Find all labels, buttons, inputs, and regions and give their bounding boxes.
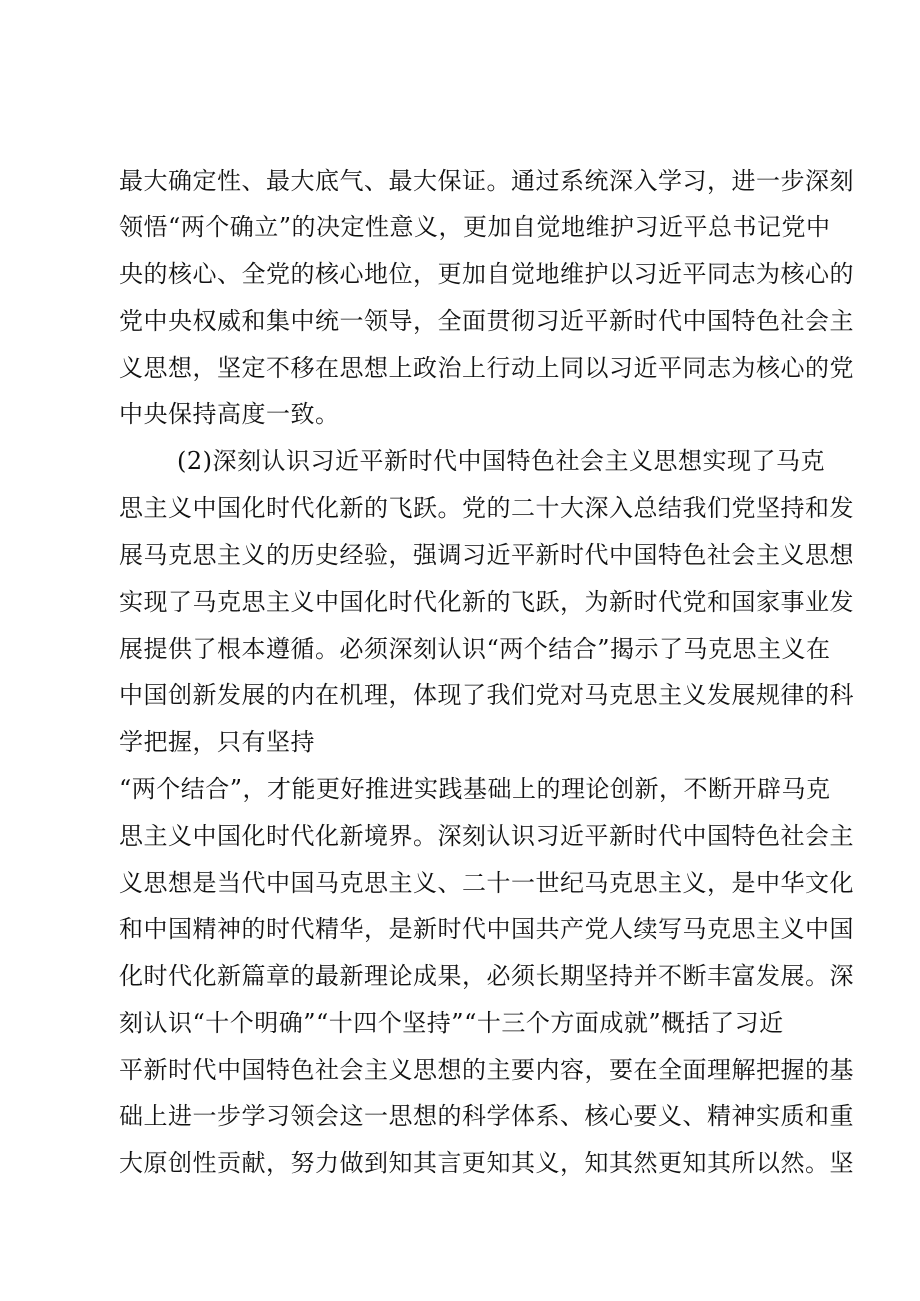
text-line-20: 平新时代中国特色社会主义思想的主要内容，要在全面理解把握的基 — [119, 1056, 854, 1084]
text-line-12: 中国创新发展的内在机理，体现了我们党对马克思主义发展规律的科 — [119, 681, 854, 709]
text-line-17: 和中国精神的时代精华，是新时代中国共产党人续写马克思主义中国 — [119, 915, 854, 943]
text-line-3: 央的核心、全党的核心地位，更加自觉地维护以习近平同志为核心的 — [119, 260, 854, 288]
text-line-10: 实现了马克思主义中国化时代化新的飞跃，为新时代党和国家事业发 — [119, 588, 854, 616]
text-line-6: 中央保持高度一致。 — [119, 400, 340, 428]
text-line-11: 展提供了根本遵循。必须深刻认识“两个结合”揭示了马克思主义在 — [119, 635, 831, 663]
text-line-8: 思主义中国化时代化新的飞跃。党的二十大深入总结我们党坚持和发 — [119, 494, 854, 522]
text-line-15: 思主义中国化时代化新境界。深刻认识习近平新时代中国特色社会主 — [119, 822, 854, 850]
text-line-4: 党中央权威和集中统一领导，全面贯彻习近平新时代中国特色社会主 — [119, 307, 854, 335]
text-line-14: “两个结合”，才能更好推进实践基础上的理论创新，不断开辟马克 — [119, 775, 831, 803]
text-line-5: 义思想，坚定不移在思想上政治上行动上同以习近平同志为核心的党 — [119, 354, 854, 382]
text-line-16: 义思想是当代中国马克思主义、二十一世纪马克思主义，是中华文化 — [119, 869, 854, 897]
text-line-2: 领悟“两个确立”的决定性意义，更加自觉地维护习近平总书记党中 — [119, 213, 831, 241]
text-line-7: (2)深刻认识习近平新时代中国特色社会主义思想实现了马克 — [177, 447, 825, 475]
text-line-13: 学把握，只有坚持 — [119, 728, 315, 756]
text-line-22: 大原创性贡献，努力做到知其言更知其义，知其然更知其所以然。坚 — [119, 1149, 854, 1177]
text-line-21: 础上进一步学习领会这一思想的科学体系、核心要义、精神实质和重 — [119, 1102, 854, 1130]
text-line-19: 刻认识“十个明确”“十四个坚持”“十三个方面成就”概括了习近 — [119, 1009, 784, 1037]
text-line-9: 展马克思主义的历史经验，强调习近平新时代中国特色社会主义思想 — [119, 541, 854, 569]
text-line-1: 最大确定性、最大底气、最大保证。通过系统深入学习，进一步深刻 — [119, 167, 854, 195]
text-line-18: 化时代化新篇章的最新理论成果，必须长期坚持并不断丰富发展。深 — [119, 962, 854, 990]
